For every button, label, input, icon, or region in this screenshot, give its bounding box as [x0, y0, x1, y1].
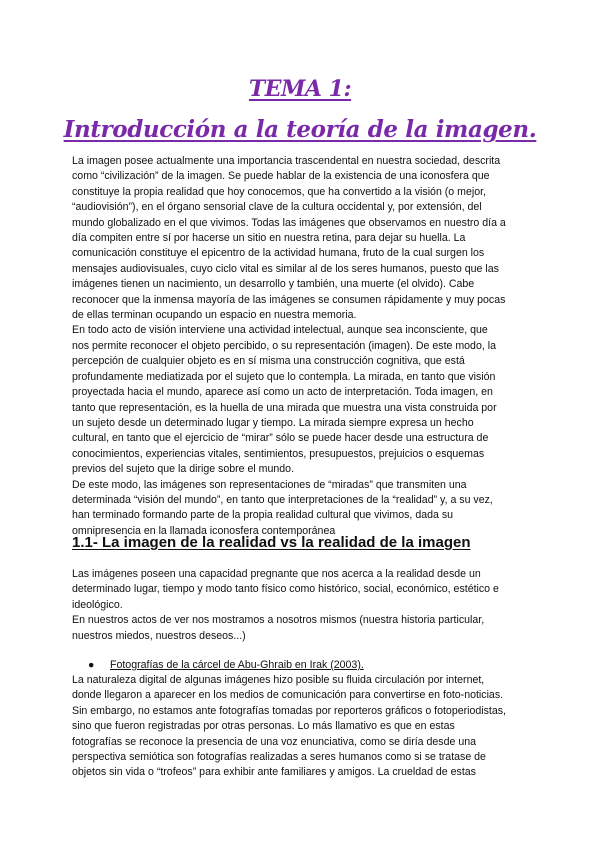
bullet-icon: ●: [88, 659, 95, 671]
bullet-text[interactable]: Fotografías de la cárcel de Abu-Ghraib en Irak (2003).: [110, 659, 364, 671]
topic-subtitle: Introducción a la teoría de la imagen.: [63, 116, 537, 143]
section-paragraph: Las imágenes poseen una capacidad pregnante que nos acerca a la realidad desde un determinado lugar, tiempo y modo tanto físico como histórico, social, económico, estético e ideológico. En nuestros actos de ver nos mostramos a nosotros mismos (nuestra historia particular, nuestros miedos, nuestros deseos...): [72, 568, 499, 642]
bullet-list-item: [88, 658, 528, 673]
bullet-paragraph: La naturaleza digital de algunas imágenes hizo posible su fluida circulación por internet, donde llegaron a aparecer en los medios de comunicación para convertirse en foto-noticias. Sin embargo, no estamos ante fotografías tomadas por reporteros gráficos o fotoperiodistas, sino que fueron registradas por otras personas. Lo más llamativo es que en estas fotografías se reconoce la presencia de una voz enunciativa, como se diría desde una perspectiva semiótica son fotografías realizadas a seres humanos como si se tratase de objetos sin vida o “trofeos” para exhibir ante familiares y amigos. La crueldad de estas: [72, 674, 506, 779]
section-heading: 1.1- La imagen de la realidad vs la realidad de la imagen: [72, 534, 471, 551]
intro-paragraph: La imagen posee actualmente una importancia trascendental en nuestra sociedad, descrita como “civilización” de la imagen. Se puede hablar de la existencia de una iconosfera que constituye la propia realidad que hoy conocemos, que ha convertido a la visión (o mejor, “audiovisión”), en el órgano sensorial clave de la cultura occidental y, por extensión, del mundo globalizado en el que vivimos. Todas las imágenes que observamos en nuestro día a día compiten entre sí por hacerse un sitio en nuestra retina, para dejar su huella. La comunicación constituye el epicentro de la actividad humana, fruto de la cual surgen los mensajes audiovisuales, cuyo ciclo vital es similar al de los seres humanos, puesto que las imágenes tienen un nacimiento, un desarrollo y también, una muerte (el olvido). Cabe reconocer que la inmensa mayoría de las imágenes se consumen rápidamente y muy pocas de ellas terminan ocupando un espacio en nuestra memoria. En todo acto de visión interviene una actividad intelectual, aunque sea inconsciente, que nos permite reconocer el objeto percibido, o su representación (imagen). De este modo, la percepción de cualquier objeto es en sí misma una construcción cognitiva, que está profundamente mediatizada por el sujeto que lo contempla. La mirada, en tanto que visión proyectada hacia el mundo, aparece así como un acto de interpretación. Toda imagen, en tanto que representación, es la huella de una mirada que muestra una vista construida por un sujeto desde un determinado lugar y tiempo. La mirada siempre expresa un hecho cultural, en tanto que el ejercicio de “mirar” sólo se puede hacer desde una estructura de conocimientos, experiencias vitales, sentimientos, presupuestos, prejuicios o esquemas previos del sujeto que la dirige sobre el mundo. De este modo, las imágenes son representaciones de “miradas” que transmiten una determinada “visión del mundo”, en tanto que interpretaciones de la “realidad” y, a su vez, han terminado formando parte de la propia realidad cultural que vivimos, dada su omnipresencia en la llamada iconosfera contemporánea: [72, 155, 506, 537]
topic-title: TEMA 1:: [248, 76, 352, 102]
